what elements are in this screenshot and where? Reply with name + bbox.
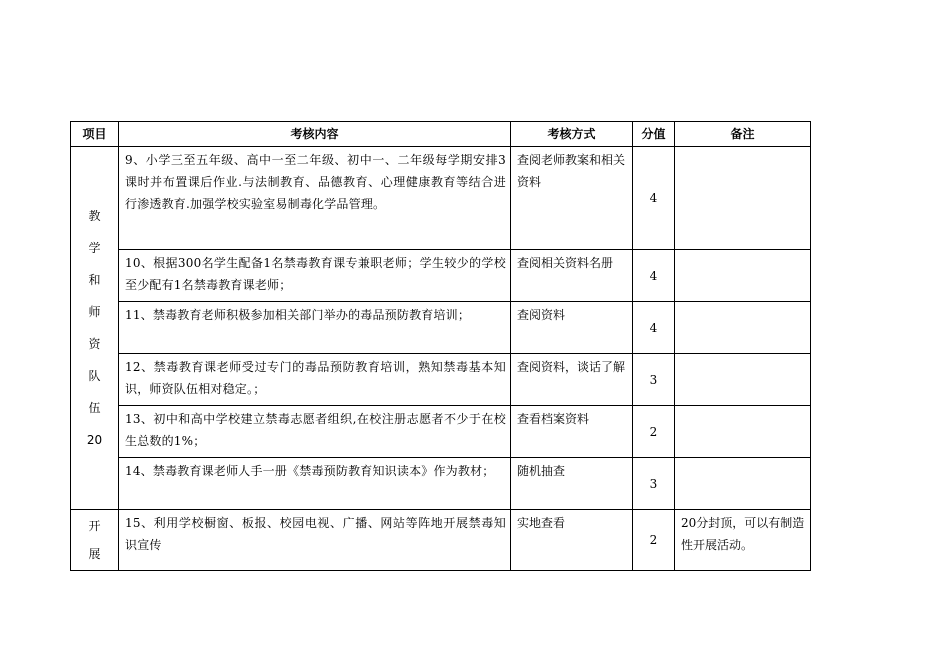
table-header-row	[71, 122, 811, 147]
section-char: 学	[88, 241, 101, 255]
table-row	[71, 406, 811, 458]
row-content: 15、利用学校橱窗、板报、校园电视、广播、网站等阵地开展禁毒知识宣传	[119, 510, 511, 571]
row-content: 10、根据300名学生配备1名禁毒教育课专兼职老师；学生较少的学校至少配有1名禁毒教育课老师；	[119, 250, 511, 302]
table-row	[71, 302, 811, 354]
header-note: 备注	[675, 122, 811, 147]
row-method: 实地查看	[511, 510, 633, 571]
section-char: 展	[88, 547, 101, 561]
row-score: 4	[633, 302, 675, 354]
section-char: 20	[86, 433, 103, 447]
section-char: 伍	[88, 401, 101, 415]
section-char: 师	[88, 305, 101, 319]
table-row	[71, 510, 811, 571]
header-content: 考核内容	[119, 122, 511, 147]
row-method: 查阅老师教案和相关资料	[511, 147, 633, 250]
row-note	[675, 147, 811, 250]
header-project: 项目	[71, 122, 119, 147]
table-row	[71, 458, 811, 510]
row-score: 4	[633, 147, 675, 250]
row-score: 4	[633, 250, 675, 302]
section-char: 队	[88, 369, 101, 383]
row-method: 查阅资料，谈话了解	[511, 354, 633, 406]
assessment-table	[70, 121, 811, 571]
table-row	[71, 250, 811, 302]
row-note: 20分封顶，可以有制造性开展活动。	[675, 510, 811, 571]
row-note	[675, 406, 811, 458]
header-score: 分值	[633, 122, 675, 147]
section-char: 资	[88, 337, 101, 351]
row-method: 查看档案资料	[511, 406, 633, 458]
row-note	[675, 354, 811, 406]
row-method: 随机抽查	[511, 458, 633, 510]
section-char: 和	[88, 273, 101, 287]
section-activities	[71, 510, 119, 571]
table-row	[71, 354, 811, 406]
row-score: 2	[633, 406, 675, 458]
row-score: 2	[633, 510, 675, 571]
row-note	[675, 302, 811, 354]
section-teaching-staff	[71, 147, 119, 510]
row-method: 查阅相关资料名册	[511, 250, 633, 302]
row-content: 11、禁毒教育老师积极参加相关部门举办的毒品预防教育培训；	[119, 302, 511, 354]
row-note	[675, 458, 811, 510]
row-content: 14、禁毒教育课老师人手一册《禁毒预防教育知识读本》作为教材；	[119, 458, 511, 510]
header-method: 考核方式	[511, 122, 633, 147]
row-score: 3	[633, 354, 675, 406]
row-content: 12、禁毒教育课老师受过专门的毒品预防教育培训，熟知禁毒基本知识，师资队伍相对稳定。；	[119, 354, 511, 406]
row-method: 查阅资料	[511, 302, 633, 354]
row-note	[675, 250, 811, 302]
row-score: 3	[633, 458, 675, 510]
section-char: 开	[88, 519, 101, 533]
section-char: 教	[88, 209, 101, 223]
table-row	[71, 147, 811, 250]
row-content: 13、初中和高中学校建立禁毒志愿者组织,在校注册志愿者不少于在校生总数的1%；	[119, 406, 511, 458]
row-content: 9、小学三至五年级、高中一至二年级、初中一、二年级每学期安排3课时并布置课后作业.与法制教育、品德教育、心理健康教育等结合进行渗透教育.加强学校实验室易制毒化学品管理。	[119, 147, 511, 250]
